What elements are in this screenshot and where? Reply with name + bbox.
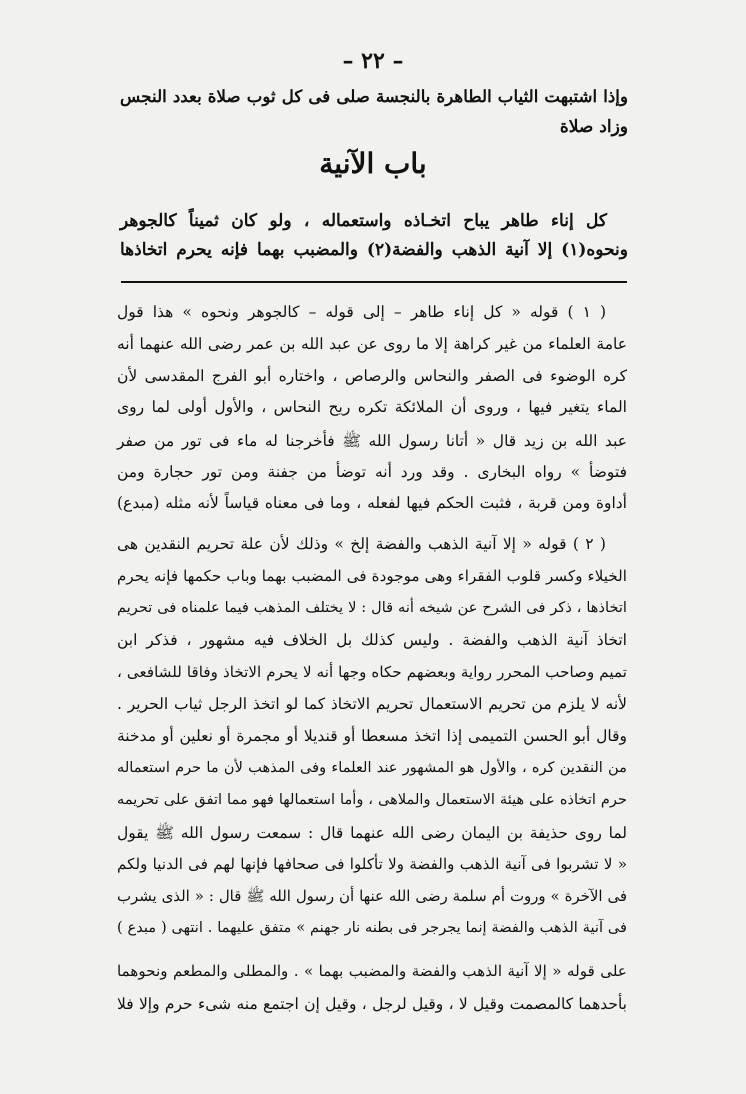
footnote-line: اتخاذها ، ذكر فى الشرح عن شيخه أنه قال : لا يختلف المذهب فيما علمناه فى تحريم [117, 599, 627, 616]
footnote-line: الخيلاء وكسر قلوب الفقراء وهى موجودة فى المضبب بهما وباب حكمها فإنه يحرم [117, 567, 627, 585]
body-line: وزاد صلاة [559, 117, 628, 137]
footnote-line: عامة العلماء من غير كراهة إلا ما روى عن عبد الله بن عمر رضى الله عنهما أنه [117, 335, 627, 353]
footnote-line: من النقدين كره ، والأول هو المشهور عند العلماء وفى المذهب لأن ما حرم استعماله [117, 759, 627, 776]
footnote-line: بأحدهما كالمصمت وقيل لا ، وقيل لرجل ، وقيل إن اجتمع منه شىء حرم وإلا فلا [117, 995, 627, 1013]
footnote-line: تميم وصاحب المحرر رواية وبعضهم حكاه وجها أنه لا يحرم الاتخاذ وفاقا للشافعى ، [117, 663, 627, 681]
footnote-line: « لا تشربوا فى آنية الذهب والفضة ولا تأكلوا فى صحافها فإنها لهم فى الدنيا ولكم [117, 855, 627, 873]
footnote-line: الماء يتغير فيها ، وروى أن الملائكة تكره ريح النحاس ، والأول أولى لما روى [117, 398, 627, 416]
page-number: – ٢٢ – [342, 48, 404, 74]
footnote-line: ( ١ ) قوله « كل إناء طاهر – إلى قوله – كالجوهر ونحوه » هذا قول [117, 303, 606, 321]
footnote-line: على قوله « إلا آنية الذهب والفضة والمضبب بهما » . والمطلى والمطعم ونحوهما [117, 962, 627, 980]
footnote-line: لما روى حذيفة بن اليمان رضى الله عنهما قال : سمعت رسول الله ﷺ يقول [117, 824, 627, 842]
body-line: كل إناء طاهر يباح اتخـاذه واستعماله ، ولو كان ثميناً كالجوهر [120, 211, 607, 231]
body-line: وإذا اشتبهت الثياب الطاهرة بالنجسة صلى فى كل ثوب صلاة بعدد النجس [120, 86, 628, 106]
footnote-line: فى الآخرة » وروت أم سلمة رضى الله عنها أن رسول الله ﷺ قال : « الذى يشرب [117, 887, 627, 905]
footnote-line: كره الوضوء فى الصفر والنحاس والرصاص ، واختاره أبو الفرج المقدسى لأن [117, 367, 627, 385]
footnote-line: حرم اتخاذه على هيئة الاستعمال والملاهى ، وأما استعمالها فهو مما اتفق على تحريمه [117, 791, 627, 808]
footnote-line: وقال أبو الحسن التميمى إذا اتخذ مسعطا أو قنديلا أو مجمرة أو نعلين أو مدخنة [117, 727, 627, 745]
chapter-title: باب الآنية [319, 147, 427, 180]
footnote-line: ( ٢ ) قوله « إلا آنية الذهب والفضة إلخ » وذلك لأن علة تحريم النقدين هى [117, 535, 606, 553]
footnote-line: لأنه لا يلزم من تحريم الاستعمال تحريم الاتخاذ كما لو اتخذ الرجل ثياب الحرير . [117, 695, 627, 713]
footnote-line: فى آنية الذهب والفضة إنما يجرجر فى بطنه نار جهنم » متفق عليهما . انتهى ( مبدع ) [117, 919, 627, 936]
footnote-line: فتوضأ » رواه البخارى . وقد ورد أنه توضأ من جفنة ومن تور حجارة ومن [117, 463, 627, 481]
footnote-line: عبد الله بن زيد قال « أتانا رسول الله ﷺ فأخرجنا له ماء فى تور من صفر [117, 432, 627, 450]
footnote-separator [121, 281, 627, 283]
footnote-line: أداوة ومن قربة ، فثبت الحكم فيها لفعله ، وما فى معناه قياساً لأنه مثله (مبدع) [117, 494, 627, 512]
footnote-line: اتخاذ آنية الذهب والفضة . وليس كذلك بل الخلاف فيه مشهور ، فذكر ابن [117, 631, 627, 649]
body-line: ونحوه(١) إلا آنية الذهب والفضة(٢) والمضبب بهما فإنه يحرم اتخاذها [120, 240, 628, 260]
